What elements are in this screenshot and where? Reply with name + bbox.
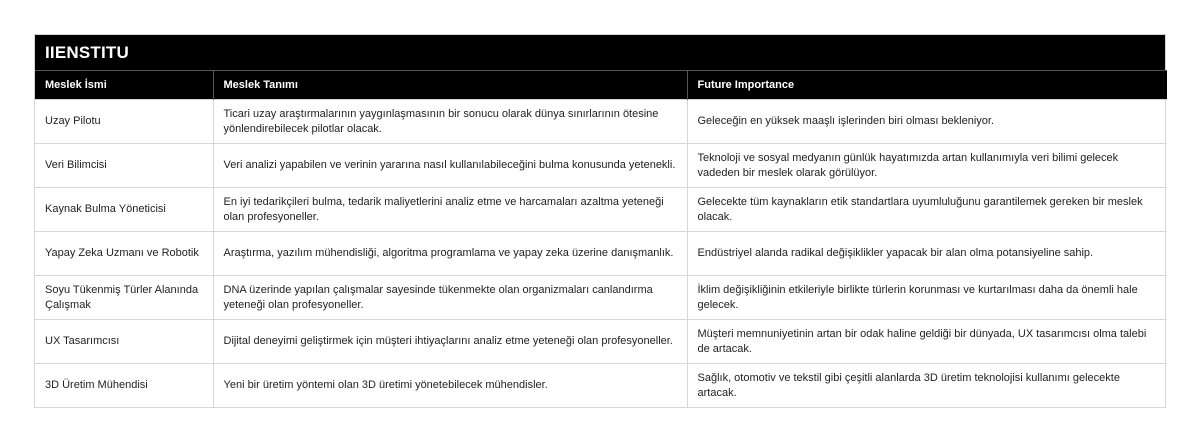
careers-table (35, 70, 1167, 407)
cell-meslek-ismi: Veri Bilimcisi (35, 144, 213, 188)
brand-title: IIENSTITU (35, 35, 1165, 70)
cell-future-importance: Gelecekte tüm kaynakların etik standartlara uyumluluğunu garantilemek gereken bir meslek olacak. (687, 188, 1167, 232)
cell-meslek-tanimi: Yeni bir üretim yöntemi olan 3D üretimi yönetebilecek mühendisler. (213, 364, 687, 408)
cell-future-importance: İklim değişikliğinin etkileriyle birlikte türlerin korunması ve kurtarılması daha da önemli hale gelecek. (687, 276, 1167, 320)
cell-meslek-ismi: Soyu Tükenmiş Türler Alanında Çalışmak (35, 276, 213, 320)
header-future-importance: Future Importance (687, 71, 1167, 100)
table-row (35, 276, 1167, 320)
cell-meslek-tanimi: Ticari uzay araştırmalarının yaygınlaşmasının bir sonucu olarak dünya sınırlarının ötesine yönlendirebilecek pilotlar olacak. (213, 100, 687, 144)
table-row (35, 232, 1167, 276)
table-container (34, 34, 1166, 408)
cell-meslek-ismi: 3D Üretim Mühendisi (35, 364, 213, 408)
cell-meslek-tanimi: Veri analizi yapabilen ve verinin yararına nasıl kullanılabileceğini bulma konusunda yetenekli. (213, 144, 687, 188)
header-meslek-tanimi: Meslek Tanımı (213, 71, 687, 100)
cell-future-importance: Müşteri memnuniyetinin artan bir odak haline geldiği bir dünyada, UX tasarımcısı olma talebi de artacak. (687, 320, 1167, 364)
table-row (35, 188, 1167, 232)
cell-meslek-ismi: UX Tasarımcısı (35, 320, 213, 364)
table-row (35, 320, 1167, 364)
table-row (35, 144, 1167, 188)
cell-meslek-ismi: Yapay Zeka Uzmanı ve Robotik (35, 232, 213, 276)
table-row (35, 100, 1167, 144)
cell-future-importance: Endüstriyel alanda radikal değişiklikler yapacak bir alan olma potansiyeline sahip. (687, 232, 1167, 276)
header-meslek-ismi: Meslek İsmi (35, 71, 213, 100)
cell-meslek-tanimi: DNA üzerinde yapılan çalışmalar sayesinde tükenmekte olan organizmaları canlandırma yeteneği olan profesyoneller. (213, 276, 687, 320)
cell-meslek-ismi: Uzay Pilotu (35, 100, 213, 144)
cell-meslek-ismi: Kaynak Bulma Yöneticisi (35, 188, 213, 232)
cell-future-importance: Teknoloji ve sosyal medyanın günlük hayatımızda artan kullanımıyla veri bilimi gelecek vadeden bir meslek olarak görülüyor. (687, 144, 1167, 188)
table-row (35, 364, 1167, 408)
table-header-row (35, 71, 1167, 100)
cell-meslek-tanimi: Araştırma, yazılım mühendisliği, algoritma programlama ve yapay zeka üzerine danışmanlık. (213, 232, 687, 276)
cell-future-importance: Geleceğin en yüksek maaşlı işlerinden biri olması bekleniyor. (687, 100, 1167, 144)
cell-meslek-tanimi: Dijital deneyimi geliştirmek için müşteri ihtiyaçlarını analiz etme yeteneği olan profesyoneller. (213, 320, 687, 364)
cell-meslek-tanimi: En iyi tedarikçileri bulma, tedarik maliyetlerini analiz etme ve harcamaları azaltma yeteneği olan profesyoneller. (213, 188, 687, 232)
cell-future-importance: Sağlık, otomotiv ve tekstil gibi çeşitli alanlarda 3D üretim teknolojisi kullanımı gelecekte artacak. (687, 364, 1167, 408)
